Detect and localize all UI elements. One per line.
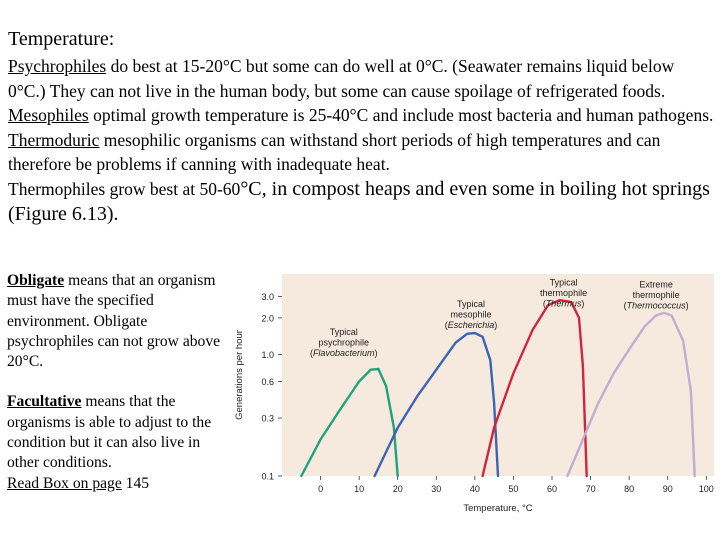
thermophiles-text-small: Thermophiles grow best at 50-60 — [8, 178, 241, 199]
facultative-text: means that the organisms is able to adjust to the condition but it can also live in other conditions. — [7, 393, 212, 472]
series-label-psychrophile: psychrophile — [318, 337, 369, 348]
x-tick-label: 100 — [698, 484, 714, 494]
mesophiles-term: Mesophiles — [8, 105, 89, 126]
x-tick-label: 60 — [546, 484, 558, 494]
thermophiles-text-large: °C, in compost heaps and even some in boiling hot springs (Figure 6.13). — [8, 177, 710, 225]
series-label-thermophile: Typical — [549, 277, 578, 288]
series-label-mesophile: mesophile — [450, 309, 492, 320]
x-tick-label: 90 — [662, 484, 673, 494]
facultative-term: Facultative — [7, 393, 82, 411]
x-tick-label: 80 — [624, 484, 635, 494]
series-organism-psychrophile: (Flavobacterium) — [309, 347, 378, 358]
obligate-text: means that an organism must have the specified environment. Obligate psychrophiles can not grow above 20°C. — [7, 272, 221, 371]
main-text-block — [8, 26, 714, 226]
obligate-paragraph — [7, 271, 222, 372]
y-tick-label: 0.1 — [261, 471, 274, 482]
y-axis-title: Generations per hour — [234, 330, 245, 420]
read-box-link[interactable]: Read Box on page — [7, 474, 122, 492]
thermoduric-text: mesophilic organisms can withstand short periods of high temperatures and can therefore be problems if canning with inadequate heat. — [8, 129, 661, 175]
psychrophiles-term: Psychrophiles — [8, 56, 107, 76]
psychrophiles-text: do best at 15-20°C but some can do well at 0°C. (Seawater remains liquid below 0°C.) They can not live in the human body, but some can cause spoilage of refrigerated foods. — [8, 56, 675, 101]
definitions-block — [7, 271, 222, 494]
y-tick-label: 2.0 — [261, 313, 274, 324]
y-tick-label: 1.0 — [261, 350, 274, 361]
thermoduric-term: Thermoduric — [8, 129, 100, 150]
x-tick-label: 50 — [508, 484, 519, 494]
paragraph-gap — [7, 372, 222, 392]
series-label-extreme: Extreme — [639, 279, 673, 290]
y-tick-label: 3.0 — [261, 292, 274, 303]
series-organism-thermophile: (Thermus) — [542, 298, 585, 309]
facultative-paragraph — [7, 392, 222, 473]
growth-rate-chart — [228, 262, 718, 537]
thermophiles-paragraph — [8, 177, 714, 226]
series-organism-extreme: (Thermococcus) — [623, 300, 689, 311]
read-box-page: 145 — [121, 474, 150, 492]
series-organism-mesophile: (Escherichia) — [444, 320, 498, 331]
obligate-term: Obligate — [7, 272, 65, 289]
mesophiles-paragraph — [8, 103, 714, 177]
psychrophiles-paragraph — [8, 54, 714, 103]
slide-heading: Temperature: — [8, 28, 115, 50]
read-box-line — [7, 474, 222, 494]
x-tick-label: 70 — [585, 484, 596, 494]
y-tick-label: 0.3 — [261, 413, 274, 424]
x-tick-label: 20 — [392, 484, 403, 494]
series-label-psychrophile: Typical — [329, 326, 358, 337]
mesophiles-text: optimal growth temperature is 25-40°C and include most bacteria and human pathogens. — [88, 105, 714, 126]
x-tick-label: 0 — [318, 484, 324, 494]
y-tick-label: 0.6 — [261, 376, 274, 387]
x-axis-title: Temperature, °C — [463, 503, 533, 514]
series-label-thermophile: thermophile — [540, 287, 588, 298]
series-label-mesophile: Typical — [456, 299, 486, 310]
x-tick-label: 40 — [469, 484, 480, 494]
series-label-extreme: thermophile — [632, 290, 680, 301]
x-tick-label: 30 — [431, 484, 442, 494]
x-tick-label: 10 — [354, 484, 365, 494]
